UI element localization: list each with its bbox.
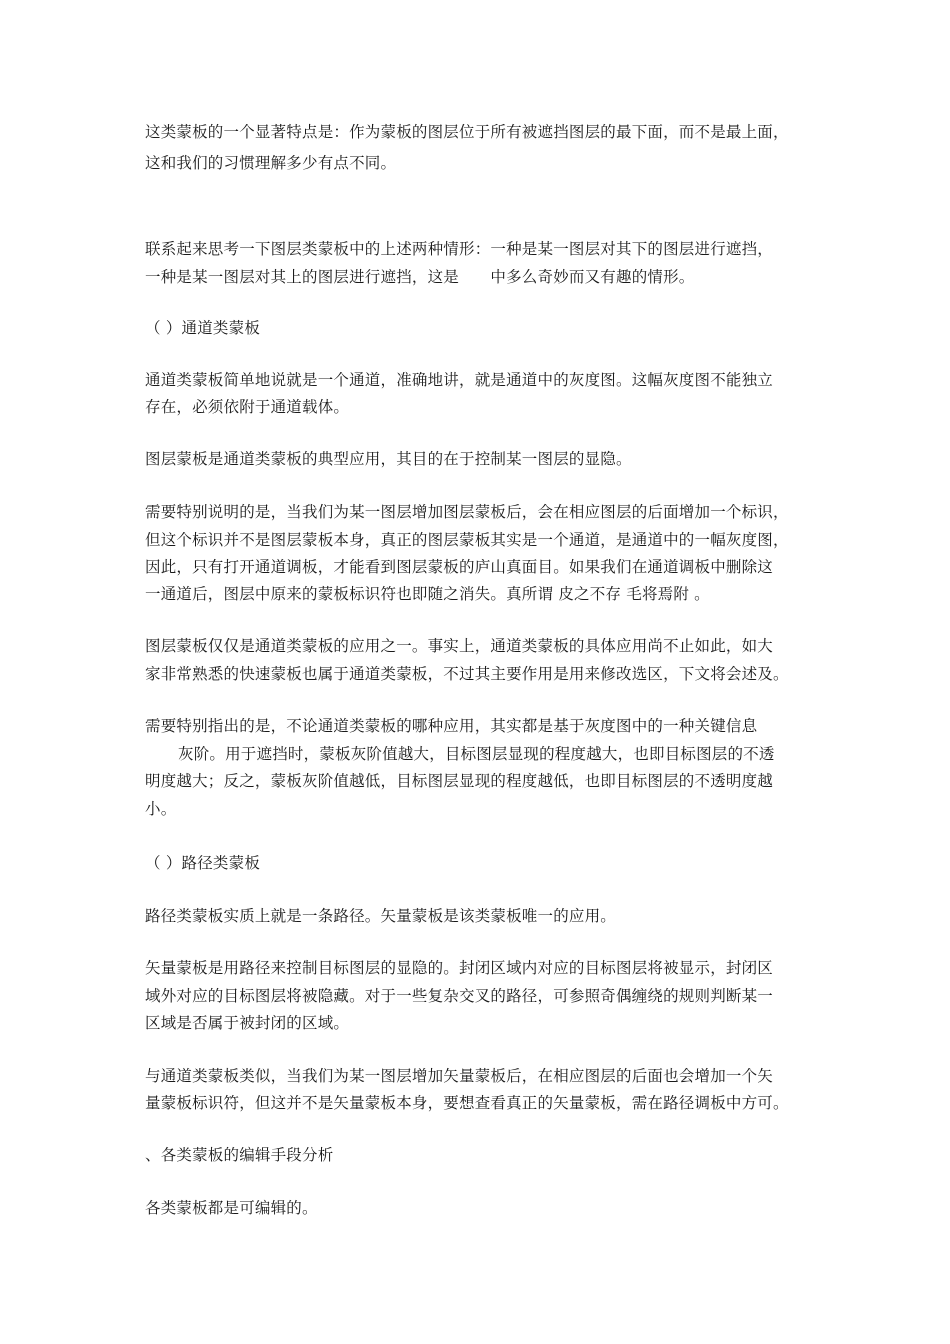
text-line: 小。 xyxy=(145,800,177,818)
text-line: 一种是某一图层对其上的图层进行遮挡，这是 中多么奇妙而又有趣的情形。 xyxy=(145,268,695,286)
text-line: 这和我们的习惯理解多少有点不同。 xyxy=(145,154,397,172)
text-line: 因此，只有打开通道调板，才能看到图层蒙板的庐山真面目。如果我们在通道调板中删除这 xyxy=(145,558,774,576)
text-line: 家非常熟悉的快速蒙板也属于通道类蒙板，不过其主要作用是用来修改选区，下文将会述及。 xyxy=(145,665,789,683)
text-line: 域外对应的目标图层将被隐藏。对于一些复杂交叉的路径，可参照奇偶缠绕的规则判断某一 xyxy=(145,987,774,1005)
text-line: 图层蒙板是通道类蒙板的典型应用，其目的在于控制某一图层的显隐。 xyxy=(145,450,632,468)
text-line: 各类蒙板都是可编辑的。 xyxy=(145,1199,318,1217)
text-line: 路径类蒙板实质上就是一条路径。矢量蒙板是该类蒙板唯一的应用。 xyxy=(145,907,617,925)
text-line: 联系起来思考一下图层类蒙板中的上述两种情形：一种是某一图层对其下的图层进行遮挡， xyxy=(145,240,774,258)
text-line: 但这个标识并不是图层蒙板本身，真正的图层蒙板其实是一个通道，是通道中的一幅灰度图， xyxy=(145,531,789,549)
text-line: 需要特别说明的是，当我们为某一图层增加图层蒙板后，会在相应图层的后面增加一个标识， xyxy=(145,503,789,521)
section-heading: （ ）通道类蒙板 xyxy=(145,319,261,337)
text-line: 矢量蒙板是用路径来控制目标图层的显隐的。封闭区域内对应的目标图层将被显示，封闭区 xyxy=(145,959,774,977)
text-line: 量蒙板标识符，但这并不是矢量蒙板本身，要想查看真正的矢量蒙板，需在路径调板中方可。 xyxy=(145,1094,789,1112)
section-heading: 、各类蒙板的编辑手段分析 xyxy=(145,1146,334,1164)
text-line: 存在，必须依附于通道载体。 xyxy=(145,398,350,416)
text-line: 灰阶。用于遮挡时，蒙板灰阶值越大，目标图层显现的程度越大，也即目标图层的不透 xyxy=(178,745,775,763)
text-line: 需要特别指出的是，不论通道类蒙板的哪种应用，其实都是基于灰度图中的一种关键信息 xyxy=(145,717,758,735)
section-heading: （ ）路径类蒙板 xyxy=(145,854,261,872)
text-line: 一通道后，图层中原来的蒙板标识符也即随之消失。真所谓 皮之不存 毛将焉附 。 xyxy=(145,585,710,603)
text-line: 图层蒙板仅仅是通道类蒙板的应用之一。事实上，通道类蒙板的具体应用尚不止如此，如大 xyxy=(145,637,774,655)
text-line: 与通道类蒙板类似，当我们为某一图层增加矢量蒙板后，在相应图层的后面也会增加一个矢 xyxy=(145,1067,774,1085)
text-line: 区域是否属于被封闭的区域。 xyxy=(145,1014,350,1032)
text-line: 这类蒙板的一个显著特点是：作为蒙板的图层位于所有被遮挡图层的最下面，而不是最上面， xyxy=(145,123,789,141)
text-line: 明度越大；反之，蒙板灰阶值越低，目标图层显现的程度越低，也即目标图层的不透明度越 xyxy=(145,772,774,790)
text-line: 通道类蒙板简单地说就是一个通道，准确地讲，就是通道中的灰度图。这幅灰度图不能独立 xyxy=(145,371,774,389)
